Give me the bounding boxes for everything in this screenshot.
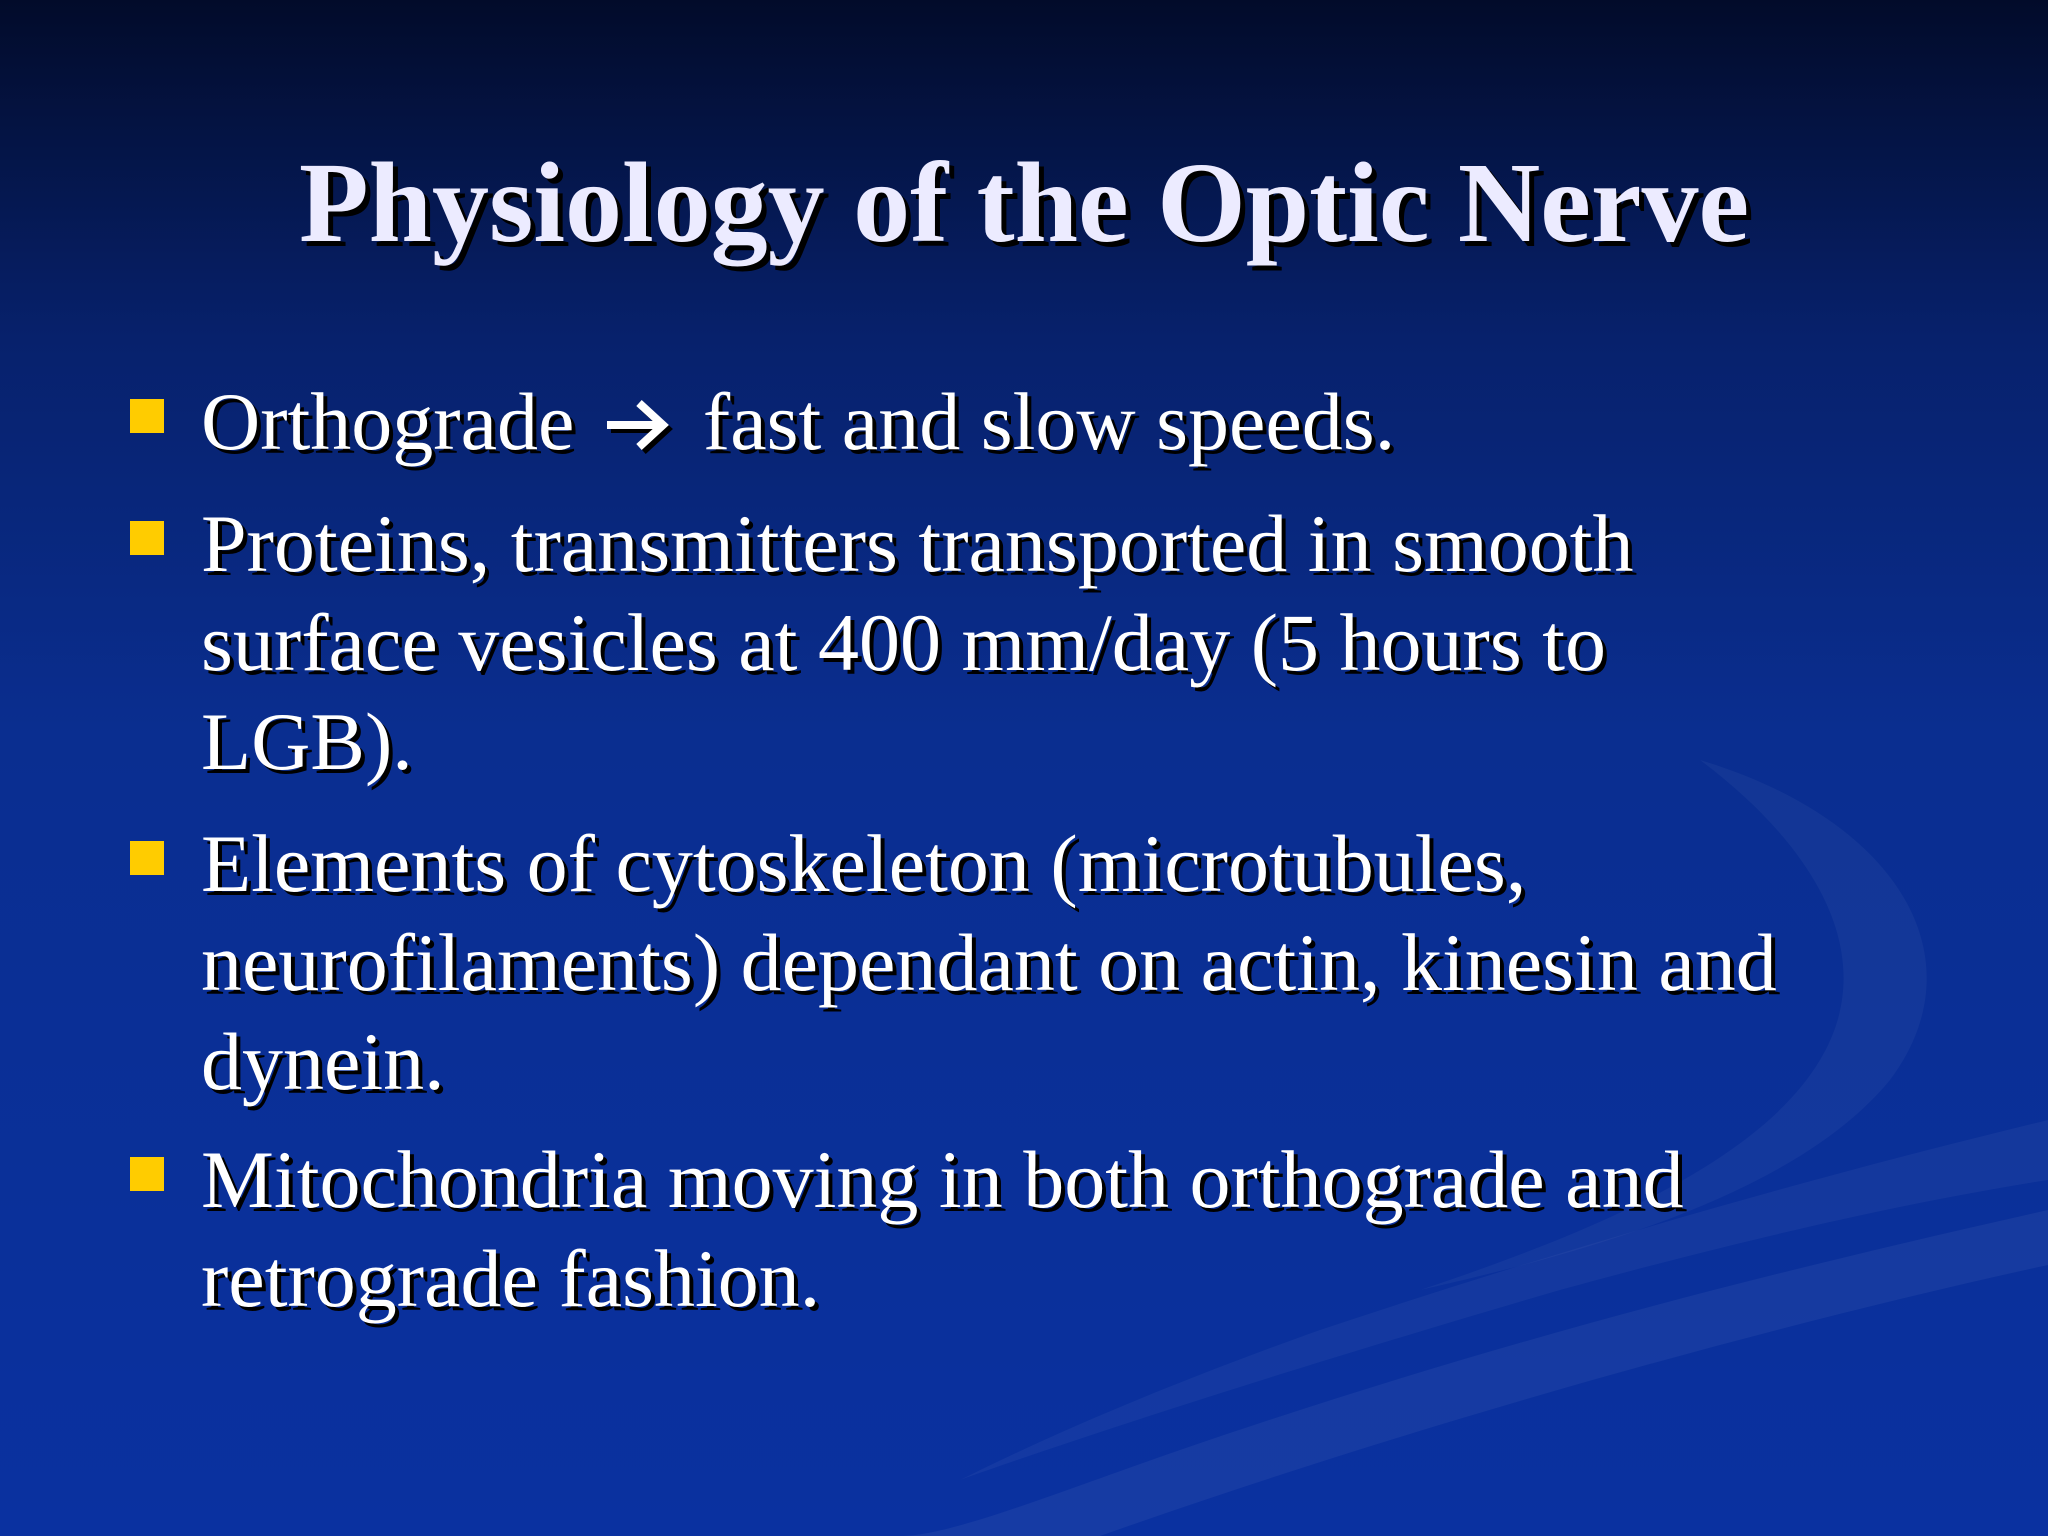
bullet-text: [201, 1130, 2001, 1328]
bullet-marker: [130, 841, 164, 875]
slide-title: Physiology of the Optic Nerve: [298, 139, 1750, 266]
bullet-text: [201, 814, 2001, 1111]
bullet-line: retrograde fashion.: [201, 1233, 821, 1324]
bullet-line: neurofilaments) dependant on actin, kinesin and: [201, 917, 1777, 1008]
bullet-line: Elements of cytoskeleton (microtubules,: [201, 818, 1527, 909]
bullet-text: [201, 494, 2001, 791]
bullet-line: surface vesicles at 400 mm/day (5 hours to: [201, 597, 1607, 688]
bullet-line: fast and slow speeds.: [702, 376, 1396, 467]
bullet-marker: [130, 1157, 164, 1191]
bullet-line: dynein.: [201, 1016, 445, 1107]
bullet-line: Orthograde: [201, 376, 575, 467]
bullet-marker: [130, 521, 164, 555]
bullet-line: Mitochondria moving in both orthograde and: [201, 1134, 1684, 1225]
right-arrow-icon: [595, 395, 685, 455]
bullet-text: [201, 372, 2001, 471]
bullet-marker: [130, 399, 164, 433]
bullet-line: Proteins, transmitters transported in smooth: [201, 498, 1634, 589]
bullet-line: LGB).: [201, 696, 413, 787]
